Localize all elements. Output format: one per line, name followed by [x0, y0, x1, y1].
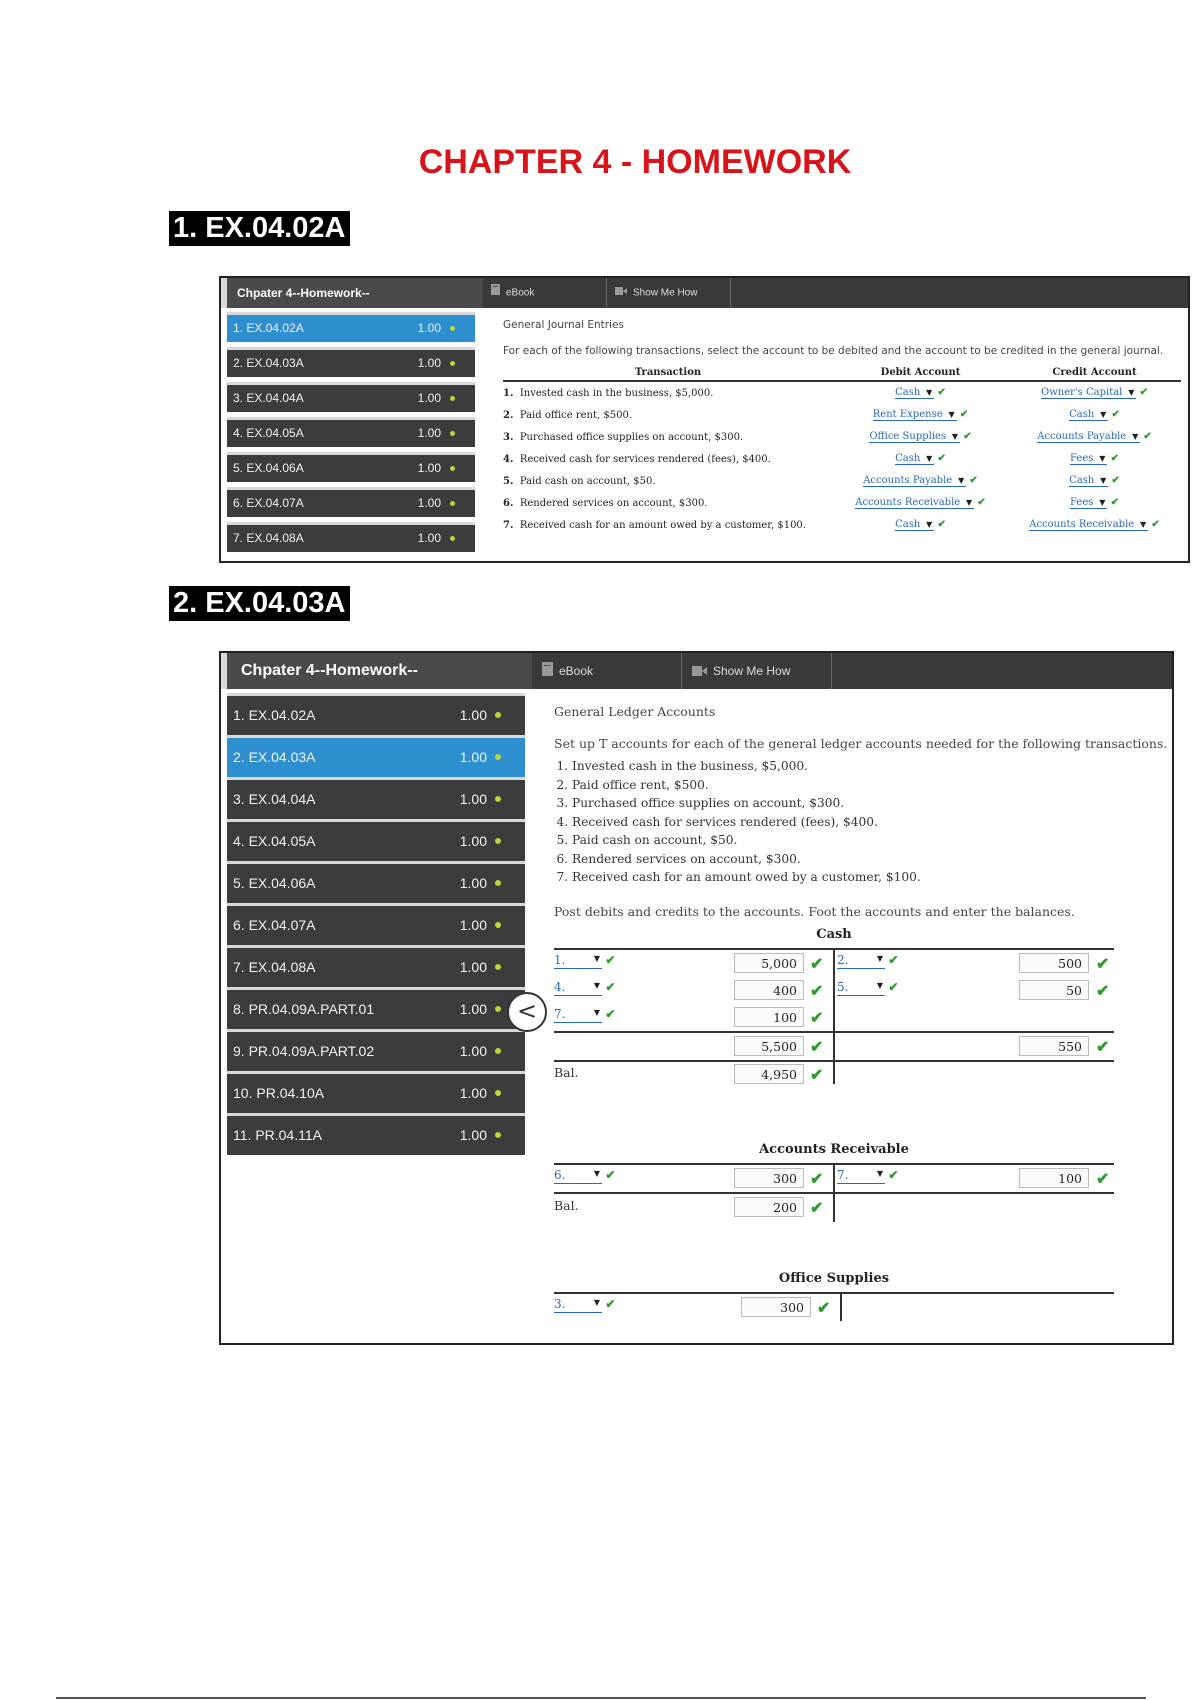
credit-cell: [1008, 381, 1181, 404]
status-dot: [450, 396, 455, 401]
question-heading: General Journal Entries: [503, 319, 624, 331]
credit-cell: [1008, 470, 1181, 492]
status-dot: [495, 1132, 501, 1138]
credit-account-select[interactable]: [1041, 387, 1136, 399]
check-icon: ✔: [1096, 1039, 1110, 1056]
transaction-number: 7.: [503, 519, 514, 531]
credit-account-select[interactable]: [1069, 475, 1108, 487]
credit-cell: [1008, 448, 1181, 470]
ref-dropdown[interactable]: [554, 953, 615, 969]
balance-rule: [554, 1192, 1114, 1194]
check-icon: ✔: [605, 1007, 616, 1021]
list-item: 7. Received cash for an amount owed by a customer, $100.: [572, 868, 921, 887]
transaction-text: Purchased office supplies on account, $300.: [519, 431, 744, 443]
sidebar-item-label: 3. EX.04.04A: [233, 391, 304, 405]
transaction-text: Invested cash in the business, $5,000.: [519, 387, 714, 399]
ref-select[interactable]: [554, 1007, 602, 1023]
course-title[interactable]: Chpater 4--Homework--: [221, 278, 483, 308]
tab-ebook[interactable]: [532, 653, 682, 689]
dropdown-arrow-icon: ▼: [876, 954, 883, 963]
debit-total-field[interactable]: 5,500: [734, 1036, 804, 1056]
course-title[interactable]: Chpater 4--Homework--: [221, 653, 532, 689]
credit-account-value: Owner's Capital: [1041, 387, 1123, 398]
check-icon: ✔: [1096, 983, 1110, 1000]
sidebar-item-ex0407a[interactable]: [227, 487, 475, 517]
dropdown-arrow-icon: ▼: [1140, 520, 1147, 529]
transaction-cell: [503, 448, 833, 470]
dropdown-arrow-icon: ▼: [593, 954, 600, 963]
status-dot: [495, 1006, 501, 1012]
tab-show-me-how[interactable]: [682, 653, 832, 689]
section-heading-2: 2. EX.04.03A: [169, 586, 350, 621]
balance-field[interactable]: 200: [734, 1197, 804, 1217]
debit-cell: [833, 492, 1008, 514]
check-icon: ✔: [963, 431, 972, 442]
t-account-top-rule: [554, 1292, 1114, 1294]
credit-cell: [1008, 492, 1181, 514]
credit-total-field[interactable]: 550: [1019, 1036, 1089, 1056]
dropdown-arrow-icon: ▼: [926, 454, 933, 463]
sidebar-item-points: 1.00: [417, 356, 441, 370]
dropdown-arrow-icon: ▼: [876, 981, 883, 990]
transaction-text: Received cash for services rendered (fees), $400.: [519, 453, 771, 465]
check-icon: ✔: [810, 956, 824, 973]
check-icon: ✔: [937, 519, 946, 530]
sidebar-item-ex-04-03a[interactable]: [227, 735, 525, 777]
status-dot: [495, 754, 501, 760]
question-heading: General Ledger Accounts: [554, 704, 716, 719]
debit-account-select[interactable]: [873, 409, 957, 421]
t-account-title: Office Supplies: [778, 1271, 890, 1286]
assignment-sidebar: [221, 308, 482, 561]
debit-cell: [833, 448, 1008, 470]
transaction-number: 6.: [503, 497, 514, 509]
sidebar-item-points: 1.00: [459, 917, 487, 933]
t-account-title: Cash: [816, 927, 852, 942]
collapse-sidebar-button[interactable]: [507, 992, 547, 1032]
question-content: [529, 689, 1172, 1343]
credit-cell: [1008, 514, 1181, 536]
dropdown-arrow-icon: ▼: [1100, 410, 1107, 419]
check-icon: ✔: [977, 497, 986, 508]
check-icon: ✔: [959, 409, 969, 420]
table-row: [503, 514, 1181, 536]
transaction-cell: [503, 514, 833, 536]
video-icon: [692, 654, 707, 690]
sidebar-item-points: 1.00: [459, 1043, 487, 1059]
transaction-cell: [503, 426, 833, 448]
check-icon: ✔: [1151, 519, 1160, 530]
ref-value: 4.: [554, 980, 566, 994]
check-icon: ✔: [1111, 475, 1120, 486]
amount-field[interactable]: 300: [734, 1168, 804, 1188]
amount-field[interactable]: 500: [1019, 953, 1089, 973]
sidebar-item-label: 5. EX.04.06A: [233, 461, 304, 475]
check-icon: ✔: [817, 1300, 831, 1317]
sidebar-item-ex-04-07a[interactable]: [227, 903, 525, 945]
sidebar-item-label: 9. PR.04.09A.PART.02: [233, 1043, 375, 1059]
t-account-divider: [840, 1293, 842, 1321]
status-dot: [495, 880, 501, 886]
tab-show-me-how-label: Show Me How: [633, 287, 698, 299]
dropdown-arrow-icon: ▼: [1099, 454, 1106, 463]
credit-account-select[interactable]: [1037, 431, 1140, 443]
sidebar-item-pr-04-10a[interactable]: [227, 1071, 525, 1113]
transaction-number: 5.: [503, 475, 514, 487]
footing-rule: [554, 1031, 1114, 1033]
sidebar-item-ex0406a[interactable]: [227, 452, 475, 482]
debit-account-select[interactable]: [895, 453, 934, 465]
check-icon: ✔: [605, 980, 616, 994]
t-account-cash: [554, 927, 1114, 1084]
debit-account-value: Cash: [895, 453, 921, 464]
sidebar-item-points: 1.00: [459, 1127, 487, 1143]
dropdown-arrow-icon: ▼: [926, 520, 933, 529]
t-account-title: Accounts Receivable: [759, 1142, 909, 1157]
sidebar-item-label: 11. PR.04.11A: [233, 1127, 322, 1143]
check-icon: ✔: [888, 1168, 899, 1182]
sidebar-item-pr-04-09a-part-01[interactable]: [227, 987, 525, 1029]
dropdown-arrow-icon: ▼: [593, 1298, 600, 1307]
tab-ebook-label: eBook: [506, 287, 535, 299]
credit-account-value: Accounts Payable: [1037, 431, 1127, 442]
debit-account-select[interactable]: [863, 475, 966, 487]
t-account-divider: [833, 949, 835, 1084]
credit-account-select[interactable]: [1029, 519, 1148, 531]
debit-account-value: Office Supplies: [869, 431, 947, 442]
t-account-office-supplies: [554, 1271, 1114, 1331]
sidebar-item-label: 7. EX.04.08A: [233, 531, 304, 545]
status-dot: [450, 466, 455, 471]
table-row: [503, 426, 1181, 448]
amount-field[interactable]: 300: [741, 1297, 811, 1317]
amount-field[interactable]: 100: [734, 1007, 804, 1027]
transaction-number: 3.: [503, 431, 514, 443]
book-icon: [491, 278, 500, 308]
sidebar-item-ex0403a[interactable]: [227, 347, 475, 377]
check-icon: ✔: [1139, 387, 1148, 398]
table-row: [503, 448, 1181, 470]
ref-select[interactable]: [837, 980, 885, 996]
list-item: 4. Received cash for services rendered (fees), $400.: [572, 813, 921, 832]
dropdown-arrow-icon: ▼: [966, 498, 973, 507]
transaction-cell: [503, 492, 833, 514]
sidebar-item-label: 4. EX.04.05A: [233, 833, 316, 849]
ref-dropdown[interactable]: [837, 980, 898, 996]
check-icon: ✔: [1110, 497, 1119, 508]
assignment-sidebar: [221, 689, 530, 1343]
col-transaction: Transaction: [503, 366, 833, 381]
sidebar-item-points: 1.00: [417, 321, 441, 335]
check-icon: ✔: [810, 1067, 824, 1084]
tab-show-me-how[interactable]: [607, 278, 731, 308]
ref-value: 5.: [837, 980, 849, 994]
credit-account-value: Fees: [1070, 497, 1094, 508]
dropdown-arrow-icon: ▼: [948, 410, 955, 419]
ref-value: 7.: [554, 1007, 566, 1021]
ref-dropdown[interactable]: [837, 953, 898, 969]
ref-dropdown[interactable]: [554, 1168, 615, 1184]
sidebar-item-ex0405a[interactable]: [227, 417, 475, 447]
sidebar-item-pr-04-09a-part-02[interactable]: [227, 1029, 525, 1071]
sidebar-item-label: 6. EX.04.07A: [233, 496, 304, 510]
dropdown-arrow-icon: ▼: [951, 432, 959, 441]
dropdown-arrow-icon: ▼: [593, 1008, 600, 1017]
sidebar-item-label: 3. EX.04.04A: [233, 791, 316, 807]
debit-account-value: Cash: [895, 387, 921, 398]
ref-dropdown[interactable]: [837, 1168, 898, 1184]
t-account-accounts-receivable: [554, 1142, 1114, 1222]
ref-value: 7.: [837, 1168, 849, 1182]
ref-select[interactable]: [554, 1297, 602, 1313]
list-item: 6. Rendered services on account, $300.: [572, 850, 921, 869]
sidebar-item-points: 1.00: [459, 1085, 487, 1101]
check-icon: ✔: [937, 387, 946, 398]
dropdown-arrow-icon: ▼: [1128, 388, 1135, 397]
chevron-left-icon: <: [516, 997, 538, 1025]
section-heading-1: 1. EX.04.02A: [169, 211, 350, 246]
status-dot: [495, 1090, 501, 1096]
dropdown-arrow-icon: ▼: [1132, 432, 1139, 441]
check-icon: ✔: [1096, 956, 1110, 973]
post-note: Post debits and credits to the accounts. Foot the accounts and enter the balances.: [554, 904, 1075, 919]
dropdown-arrow-icon: ▼: [593, 1169, 600, 1178]
col-debit: Debit Account: [833, 366, 1008, 381]
transaction-list: [554, 757, 921, 887]
question-instructions: Set up T accounts for each of the general ledger accounts needed for the following transactions.: [554, 736, 1168, 751]
list-item: 1. Invested cash in the business, $5,000.: [572, 757, 921, 776]
ref-select[interactable]: [554, 1168, 602, 1184]
table-row: [503, 404, 1181, 426]
debit-account-select[interactable]: [895, 519, 934, 531]
ref-select[interactable]: [554, 980, 602, 996]
dropdown-arrow-icon: ▼: [1099, 498, 1106, 507]
status-dot: [495, 964, 501, 970]
sidebar-item-ex-04-04a[interactable]: [227, 777, 525, 819]
credit-account-value: Fees: [1070, 453, 1094, 464]
table-row: [503, 492, 1181, 514]
check-icon: ✔: [605, 1168, 616, 1182]
credit-account-select[interactable]: [1070, 497, 1107, 509]
check-icon: ✔: [1143, 431, 1152, 442]
top-bar: [221, 653, 1172, 689]
check-icon: ✔: [937, 453, 946, 464]
credit-account-value: Cash: [1069, 475, 1095, 486]
balance-rule: [554, 1060, 1114, 1062]
credit-cell: [1008, 404, 1181, 426]
tab-ebook-label: eBook: [559, 664, 594, 678]
ref-dropdown[interactable]: [554, 1297, 615, 1313]
debit-account-value: Rent Expense: [872, 409, 943, 420]
status-dot: [450, 431, 455, 436]
ref-select[interactable]: [837, 1168, 885, 1184]
amount-field[interactable]: 100: [1019, 1168, 1089, 1188]
sidebar-item-label: 6. EX.04.07A: [233, 917, 316, 933]
sidebar-item-points: 1.00: [417, 461, 441, 475]
ref-select[interactable]: [837, 953, 885, 969]
ref-value: 6.: [554, 1168, 566, 1182]
balance-label: Bal.: [554, 1065, 579, 1080]
transaction-number: 4.: [503, 453, 514, 465]
amount-field[interactable]: 50: [1019, 980, 1089, 1000]
book-icon: [542, 654, 553, 690]
check-icon: ✔: [810, 1171, 824, 1188]
sidebar-item-ex0408a[interactable]: [227, 522, 475, 552]
transaction-number: 2.: [503, 409, 514, 421]
credit-cell: [1008, 426, 1181, 448]
list-item: 3. Purchased office supplies on account, $300.: [572, 794, 921, 813]
check-icon: ✔: [888, 980, 899, 994]
debit-account-select[interactable]: [869, 431, 960, 443]
ref-dropdown[interactable]: [554, 1007, 615, 1023]
table-row: [503, 381, 1181, 404]
sidebar-item-ex0402a[interactable]: [227, 312, 475, 342]
sidebar-item-ex0404a[interactable]: [227, 382, 475, 412]
sidebar-item-points: 1.00: [459, 791, 487, 807]
dropdown-arrow-icon: ▼: [593, 981, 600, 990]
credit-account-select[interactable]: [1069, 409, 1108, 421]
col-credit: Credit Account: [1008, 366, 1181, 381]
sidebar-item-points: 1.00: [459, 749, 487, 765]
transaction-text: Paid cash on account, $50.: [519, 475, 656, 487]
status-dot: [495, 838, 501, 844]
sidebar-item-label: 2. EX.04.03A: [233, 356, 304, 370]
sidebar-item-label: 4. EX.04.05A: [233, 426, 304, 440]
journal-entries-table: [503, 366, 1181, 536]
debit-account-select[interactable]: [895, 387, 934, 399]
transaction-text: Rendered services on account, $300.: [519, 497, 708, 509]
sidebar-item-points: 1.00: [417, 496, 441, 510]
amount-field[interactable]: 400: [734, 980, 804, 1000]
dropdown-arrow-icon: ▼: [958, 476, 965, 485]
check-icon: ✔: [969, 475, 978, 486]
sidebar-item-points: 1.00: [459, 875, 487, 891]
status-dot: [495, 922, 501, 928]
debit-cell: [833, 514, 1008, 536]
balance-label: Bal.: [554, 1198, 579, 1213]
check-icon: ✔: [810, 1200, 824, 1217]
debit-cell: [833, 426, 1008, 448]
ref-value: 2.: [837, 953, 849, 967]
ref-value: 1.: [554, 953, 566, 967]
check-icon: ✔: [810, 983, 824, 1000]
screenshot-ex0402a: [219, 276, 1190, 563]
debit-account-value: Cash: [895, 519, 921, 530]
status-dot: [450, 501, 455, 506]
table-row: [503, 470, 1181, 492]
status-dot: [450, 326, 455, 331]
debit-account-value: Accounts Payable: [863, 475, 953, 486]
sidebar-item-points: 1.00: [459, 959, 487, 975]
debit-cell: [833, 470, 1008, 492]
check-icon: ✔: [810, 1039, 824, 1056]
dropdown-arrow-icon: ▼: [876, 1169, 883, 1178]
sidebar-item-label: 5. EX.04.06A: [233, 875, 316, 891]
video-icon: [615, 278, 627, 308]
transaction-cell: [503, 470, 833, 492]
balance-field[interactable]: 4,950: [734, 1064, 804, 1084]
status-dot: [495, 1048, 501, 1054]
sidebar-item-label: 7. EX.04.08A: [233, 959, 316, 975]
debit-cell: [833, 381, 1008, 404]
top-bar: [221, 278, 1188, 308]
sidebar-item-label: 1. EX.04.02A: [233, 321, 304, 335]
sidebar-item-label: 1. EX.04.02A: [233, 707, 316, 723]
check-icon: ✔: [1110, 453, 1119, 464]
status-dot: [450, 361, 455, 366]
check-icon: ✔: [810, 1010, 824, 1027]
sidebar-item-ex-04-06a[interactable]: [227, 861, 525, 903]
doc-title: CHAPTER 4 - HOMEWORK: [418, 143, 852, 181]
credit-account-value: Accounts Receivable: [1029, 519, 1135, 530]
sidebar-item-points: 1.00: [459, 833, 487, 849]
dropdown-arrow-icon: ▼: [926, 388, 933, 397]
transaction-cell: [503, 404, 833, 426]
question-instructions: For each of the following transactions, select the account to be debited and the account to be credited in the general journal.: [503, 345, 1164, 357]
amount-field[interactable]: 5,000: [734, 953, 804, 973]
check-icon: ✔: [888, 953, 899, 967]
status-dot: [495, 712, 501, 718]
status-dot: [495, 796, 501, 802]
transaction-number: 1.: [503, 387, 514, 399]
credit-account-value: Cash: [1069, 409, 1095, 420]
debit-account-value: Accounts Receivable: [855, 497, 961, 508]
sidebar-item-label: 2. EX.04.03A: [233, 749, 316, 765]
check-icon: ✔: [1096, 1171, 1110, 1188]
debit-account-select[interactable]: [855, 497, 974, 509]
sidebar-item-label: 10. PR.04.10A: [233, 1085, 325, 1101]
screenshot-ex0403a: [219, 651, 1174, 1345]
debit-cell: [833, 404, 1008, 426]
check-icon: ✔: [1111, 409, 1120, 420]
sidebar-item-points: 1.00: [459, 707, 487, 723]
check-icon: ✔: [605, 1297, 616, 1311]
question-content: [481, 308, 1188, 561]
sidebar-item-ex-04-08a[interactable]: [227, 945, 525, 987]
dropdown-arrow-icon: ▼: [1100, 476, 1107, 485]
footer-rule: [56, 1697, 1146, 1699]
sidebar-item-points: 1.00: [417, 391, 441, 405]
sidebar-item-ex-04-05a[interactable]: [227, 819, 525, 861]
ref-dropdown[interactable]: [554, 980, 615, 996]
tab-ebook[interactable]: [483, 278, 607, 308]
transaction-text: Paid office rent, $500.: [519, 409, 632, 421]
sidebar-item-pr-04-11a[interactable]: [227, 1113, 525, 1155]
sidebar-item-points: 1.00: [417, 426, 441, 440]
status-dot: [450, 536, 455, 541]
sidebar-item-points: 1.00: [459, 1001, 487, 1017]
tab-show-me-how-label: Show Me How: [713, 664, 791, 678]
sidebar-item-points: 1.00: [417, 531, 441, 545]
transaction-text: Received cash for an amount owed by a customer, $100.: [519, 519, 806, 531]
list-item: 2. Paid office rent, $500.: [572, 776, 921, 795]
sidebar-item-label: 8. PR.04.09A.PART.01: [233, 1001, 375, 1017]
ref-select[interactable]: [554, 953, 602, 969]
sidebar-item-ex-04-02a[interactable]: [227, 693, 525, 735]
check-icon: ✔: [605, 953, 616, 967]
transaction-cell: [503, 381, 833, 404]
ref-value: 3.: [554, 1297, 566, 1311]
credit-account-select[interactable]: [1070, 453, 1107, 465]
list-item: 5. Paid cash on account, $50.: [572, 831, 921, 850]
